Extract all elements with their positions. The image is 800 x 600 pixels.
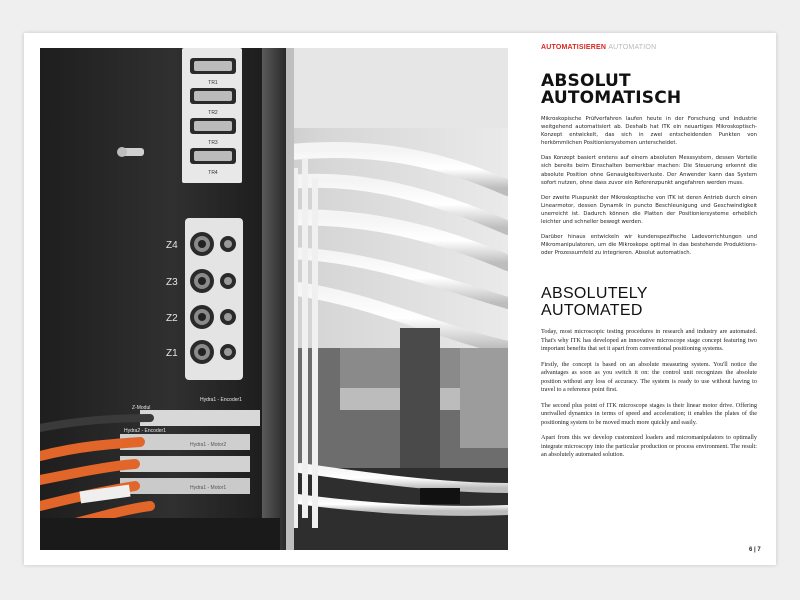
cable-label: Hydra1 - Encoder1	[200, 397, 242, 403]
port-label: TR4	[208, 170, 218, 176]
port-label: TR3	[208, 140, 218, 146]
german-body	[541, 115, 757, 257]
german-paragraph: Mikroskopische Prüfverfahren laufen heute in der Forschung und Industrie weitgehend automatisiert ab. Deshalb hat ITK ein neuartiges Mikroskoptisch-Konzept entwickelt, das sich in zwei entscheidenden Punkten von herkömmlichen Positioniersystemen unterscheidet.	[541, 116, 757, 147]
german-title-line1: ABSOLUT	[541, 71, 631, 91]
english-body	[541, 328, 757, 460]
cable-label: Z-Modul	[132, 405, 151, 411]
axis-label: Z1	[166, 348, 178, 359]
text-column	[541, 41, 757, 467]
axis-label: Z4	[166, 240, 178, 251]
german-paragraph: Darüber hinaus entwickeln wir kundenspezifische Ladevorrichtungen und Mikromanipulatoren, um die Mikroskope optimal in das bestehende Produktions- oder Prozessumfeld zu integrieren. Absolut automatisch.	[541, 234, 757, 257]
english-paragraph: Firstly, the concept is based on an absolute measuring system. You'll notice the advantages as soon as you switch it on: the control unit recognizes the absolute position without any loss of accuracy. The system is ready to use without having to travel to a reference point first.	[541, 360, 757, 394]
section-tag-en: AUTOMATION	[608, 44, 657, 51]
page-number: 6 | 7	[749, 547, 761, 553]
product-photo	[40, 48, 508, 550]
cable-label: Hydra1 - Motor1	[190, 485, 227, 491]
english-paragraph: The second plus point of ITK microscope stages is their linear motor drive. Offering unrivalled dynamics in terms of speed and acceleration; it enables the plates of the positioning system to be moved much more quickly and easily.	[541, 401, 757, 426]
port-label: TR2	[208, 110, 218, 116]
german-title-line2: AUTOMATISCH	[541, 88, 682, 108]
section-tag	[541, 44, 757, 51]
english-paragraph: Apart from this we develop customized loaders and micromanipulators to optimally integrate microscopy into the particular production or process environment. The result: an absolutely automated solution.	[541, 434, 757, 459]
german-paragraph: Der zweite Pluspunkt der Mikroskoptische von ITK ist deren Antrieb durch einen Linearmotor, dessen Dynamik in puncto Beschleunigung und Geschwindigkeit unerreicht ist. Dadurch können die Platten der Positioniersysteme erheblich leichter und schneller bewegt werden.	[541, 194, 757, 226]
english-title	[541, 285, 757, 319]
english-title-line2: AUTOMATED	[541, 302, 643, 320]
german-paragraph: Das Konzept basiert erstens auf einem absoluten Messsystem, dessen Vorteile sich bereits beim Einschalten bemerkbar machen: Die Steuerung erkennt die absolute Position ohne Genauigkeitsverluste. Der Anwender kann das System sofort nutzen, ohne dass zuvor ein Referenzpunkt angefahren werden muss.	[541, 155, 757, 186]
axis-label: Z2	[166, 313, 178, 324]
brochure-spread	[24, 33, 776, 565]
cable-label: Hydra2 - Encoder1	[124, 428, 166, 434]
axis-label: Z3	[166, 277, 178, 288]
section-tag-de: AUTOMATISIEREN	[541, 44, 607, 51]
german-title	[541, 73, 757, 107]
control-unit-photo	[40, 48, 508, 550]
cable-label: Hydra1 - Motor2	[190, 442, 227, 448]
english-paragraph: Today, most microscopic testing procedures in research and industry are automated. That's why ITK has developed an innovative microscope stage concept featuring two important benefits that set it apart from conventional positioning systems.	[541, 328, 757, 353]
port-label: TR1	[208, 80, 218, 86]
english-title-line1: ABSOLUTELY	[541, 285, 648, 303]
